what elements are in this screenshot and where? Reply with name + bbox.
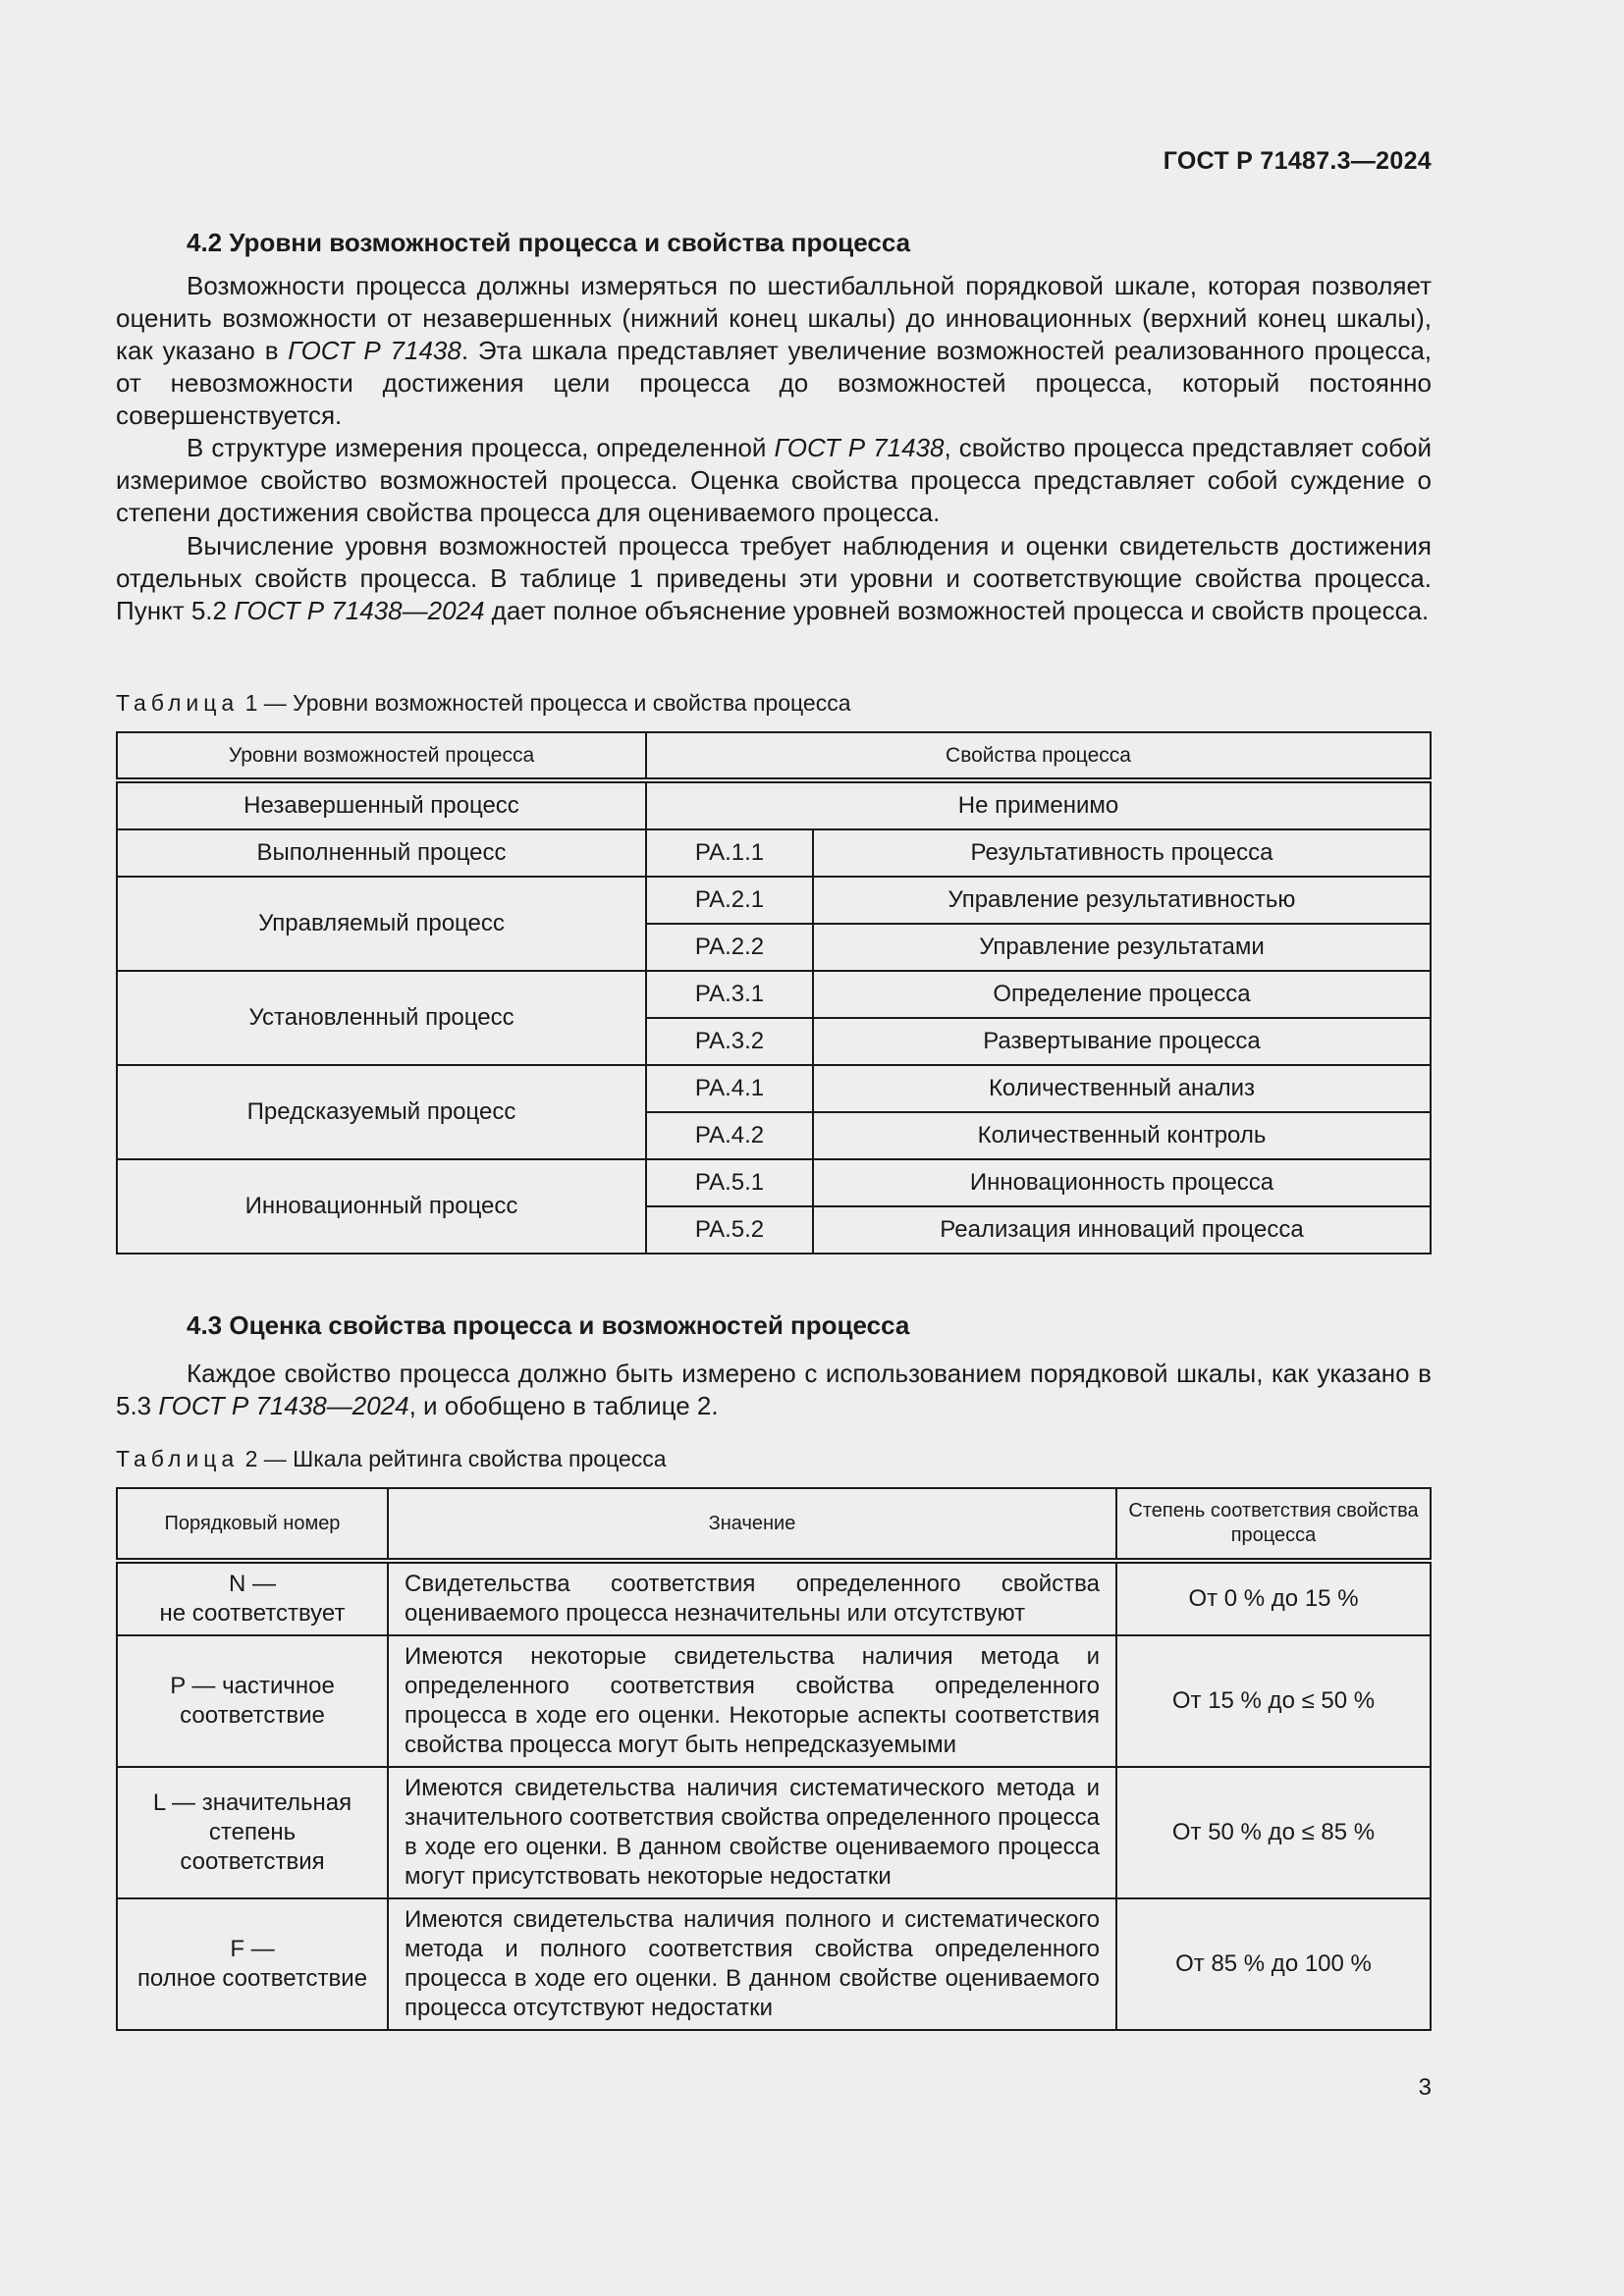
- table-2-ordinal-line: L — значительная: [152, 1789, 352, 1816]
- table-1-cell-level: Инновационный процесс: [117, 1159, 646, 1254]
- table-row: [117, 1898, 1431, 2030]
- table-2-ordinal-line: соответствия: [180, 1848, 325, 1875]
- table-1-cell-level: Предсказуемый процесс: [117, 1065, 646, 1159]
- table-1-cell-attribute-name: Результативность процесса: [813, 829, 1431, 877]
- table-1-cell-attribute-code: PA.3.1: [646, 971, 813, 1018]
- table-row: [117, 1635, 1431, 1767]
- table-1-cell-attribute-code: PA.3.2: [646, 1018, 813, 1065]
- table-1-cell-attribute-name: Инновационность процесса: [813, 1159, 1431, 1206]
- table-1-cell-attribute-code: PA.1.1: [646, 829, 813, 877]
- table-2-header-meaning: Значение: [388, 1488, 1116, 1561]
- table-1-cell-attribute: Не применимо: [646, 780, 1431, 829]
- table-row: [117, 780, 1431, 829]
- document-code: ГОСТ Р 71487.3—2024: [1163, 147, 1432, 175]
- table-2-cell-meaning: Имеются свидетельства наличия полного и систематического метода и полного соответствия свойства определенного процесса в ходе его оценки. В данном свойстве оцениваемого процесса отсутствуют недостатки: [388, 1898, 1116, 2030]
- table-row: [117, 1159, 1431, 1206]
- table-1-cell-level: Установленный процесс: [117, 971, 646, 1065]
- table-1-cell-attribute-name: Реализация инноваций процесса: [813, 1206, 1431, 1254]
- table-1-header-levels: Уровни возможностей процесса: [117, 732, 646, 780]
- table-row: [117, 877, 1431, 924]
- table-2-ordinal-line: полное соответствие: [136, 1965, 368, 1992]
- table-2-ordinal-line: F —: [230, 1936, 275, 1962]
- table-1-cell-attribute-name: Определение процесса: [813, 971, 1431, 1018]
- table-1-cell-attribute-code: PA.4.1: [646, 1065, 813, 1112]
- table-1-capability-levels: [116, 731, 1432, 1255]
- table-2-cell-ordinal: [117, 1561, 388, 1635]
- table-2-cell-meaning: Имеются некоторые свидетельства наличия метода и определенного соответствия свойства определенного процесса в ходе его оценки. Некоторые аспекты соответствия свойства процесса могут быть непредсказуемыми: [388, 1635, 1116, 1767]
- table-1-cell-level: Управляемый процесс: [117, 877, 646, 971]
- table-2-cell-meaning: Свидетельства соответствия определенного свойства оцениваемого процесса незначительны или отсутствуют: [388, 1561, 1116, 1635]
- table-2-ordinal-line: соответствие: [180, 1702, 325, 1729]
- table-row: [117, 829, 1431, 877]
- table-2-cell-ordinal: [117, 1767, 388, 1898]
- section-4-2-paragraph-3: Вычисление уровня возможностей процесса требует наблюдения и оценки свидетельств достижения отдельных свойств процесса. В таблице 1 приведены эти уровни и соответствующие свойства процесса. Пункт 5.2 ГОСТ Р 71438—2024 дает полное объяснение уровней возможностей процесса и свойств процесса.: [116, 531, 1432, 625]
- table-2-header-row: [117, 1488, 1431, 1561]
- table-2-ordinal-line: P — частичное: [170, 1673, 335, 1699]
- table-1-cell-attribute-name: Управление результатами: [813, 924, 1431, 971]
- table-1-cell-attribute-name: Развертывание процесса: [813, 1018, 1431, 1065]
- table-1-header-row: [117, 732, 1431, 780]
- table-2-cell-degree: От 0 % до 15 %: [1116, 1561, 1431, 1635]
- section-4-3-title: 4.3 Оценка свойства процесса и возможностей процесса: [187, 1310, 910, 1340]
- table-1-cell-level: Незавершенный процесс: [117, 780, 646, 829]
- table-2-rating-scale: [116, 1487, 1432, 2031]
- table-row: [117, 971, 1431, 1018]
- table-2-header-degree: Степень соответствия свойства процесса: [1116, 1488, 1431, 1561]
- table-2-cell-meaning: Имеются свидетельства наличия систематического метода и значительного соответствия свойства определенного процесса в ходе его оценки. В данном свойстве оцениваемого процесса могут присутствовать некоторые недостатки: [388, 1767, 1116, 1898]
- table-1-cell-attribute-code: PA.2.2: [646, 924, 813, 971]
- table-row: [117, 1065, 1431, 1112]
- page-number: 3: [1418, 2074, 1432, 2101]
- table-2-header-ordinal: Порядковый номер: [117, 1488, 388, 1561]
- table-1-caption: Таблица 1 — Уровни возможностей процесса и свойства процесса: [116, 690, 851, 716]
- table-1-cell-attribute-code: PA.5.1: [646, 1159, 813, 1206]
- section-4-2-paragraph-2: В структуре измерения процесса, определенной ГОСТ Р 71438, свойство процесса представляет собой измеримое свойство возможностей процесса. Оценка свойства процесса представляет собой суждение о степени достижения свойства процесса для оцениваемого процесса.: [116, 433, 1433, 527]
- table-2-cell-degree: От 15 % до ≤ 50 %: [1116, 1635, 1431, 1767]
- table-1-header-attributes: Свойства процесса: [646, 732, 1431, 780]
- table-row: [117, 1767, 1431, 1898]
- table-1-cell-attribute-name: Управление результативностью: [813, 877, 1431, 924]
- table-2-cell-degree: От 85 % до 100 %: [1116, 1898, 1431, 2030]
- table-2-ordinal-line: не соответствует: [159, 1600, 346, 1627]
- table-1-cell-attribute-code: PA.4.2: [646, 1112, 813, 1159]
- section-4-2-title: 4.2 Уровни возможностей процесса и свойства процесса: [187, 228, 911, 257]
- table-2-cell-degree: От 50 % до ≤ 85 %: [1116, 1767, 1431, 1898]
- section-4-2-paragraph-1: Возможности процесса должны измеряться по шестибалльной порядковой шкале, которая позволяет оценить возможности от незавершенных (нижний конец шкалы) до инновационных (верхний конец шкалы), как указано в ГОСТ Р 71438. Эта шкала представляет увеличение возможностей реализованного процесса, от невозможности достижения цели процесса до возможностей процесса, который постоянно совершенствуется.: [116, 271, 1433, 430]
- table-1-cell-attribute-name: Количественный анализ: [813, 1065, 1431, 1112]
- table-1-cell-level: Выполненный процесс: [117, 829, 646, 877]
- table-2-ordinal-line: N —: [229, 1571, 276, 1597]
- table-2-caption: Таблица 2 — Шкала рейтинга свойства процесса: [116, 1446, 667, 1471]
- table-2-cell-ordinal: [117, 1898, 388, 2030]
- table-1-cell-attribute-code: PA.5.2: [646, 1206, 813, 1254]
- table-row: [117, 1561, 1431, 1635]
- section-4-3-paragraph-1: Каждое свойство процесса должно быть измерено с использованием порядковой шкалы, как указано в 5.3 ГОСТ Р 71438—2024, и обобщено в таблице 2.: [116, 1359, 1432, 1420]
- table-2-cell-ordinal: [117, 1635, 388, 1767]
- table-1-cell-attribute-code: PA.2.1: [646, 877, 813, 924]
- table-2-ordinal-line: степень: [208, 1819, 297, 1845]
- table-1-cell-attribute-name: Количественный контроль: [813, 1112, 1431, 1159]
